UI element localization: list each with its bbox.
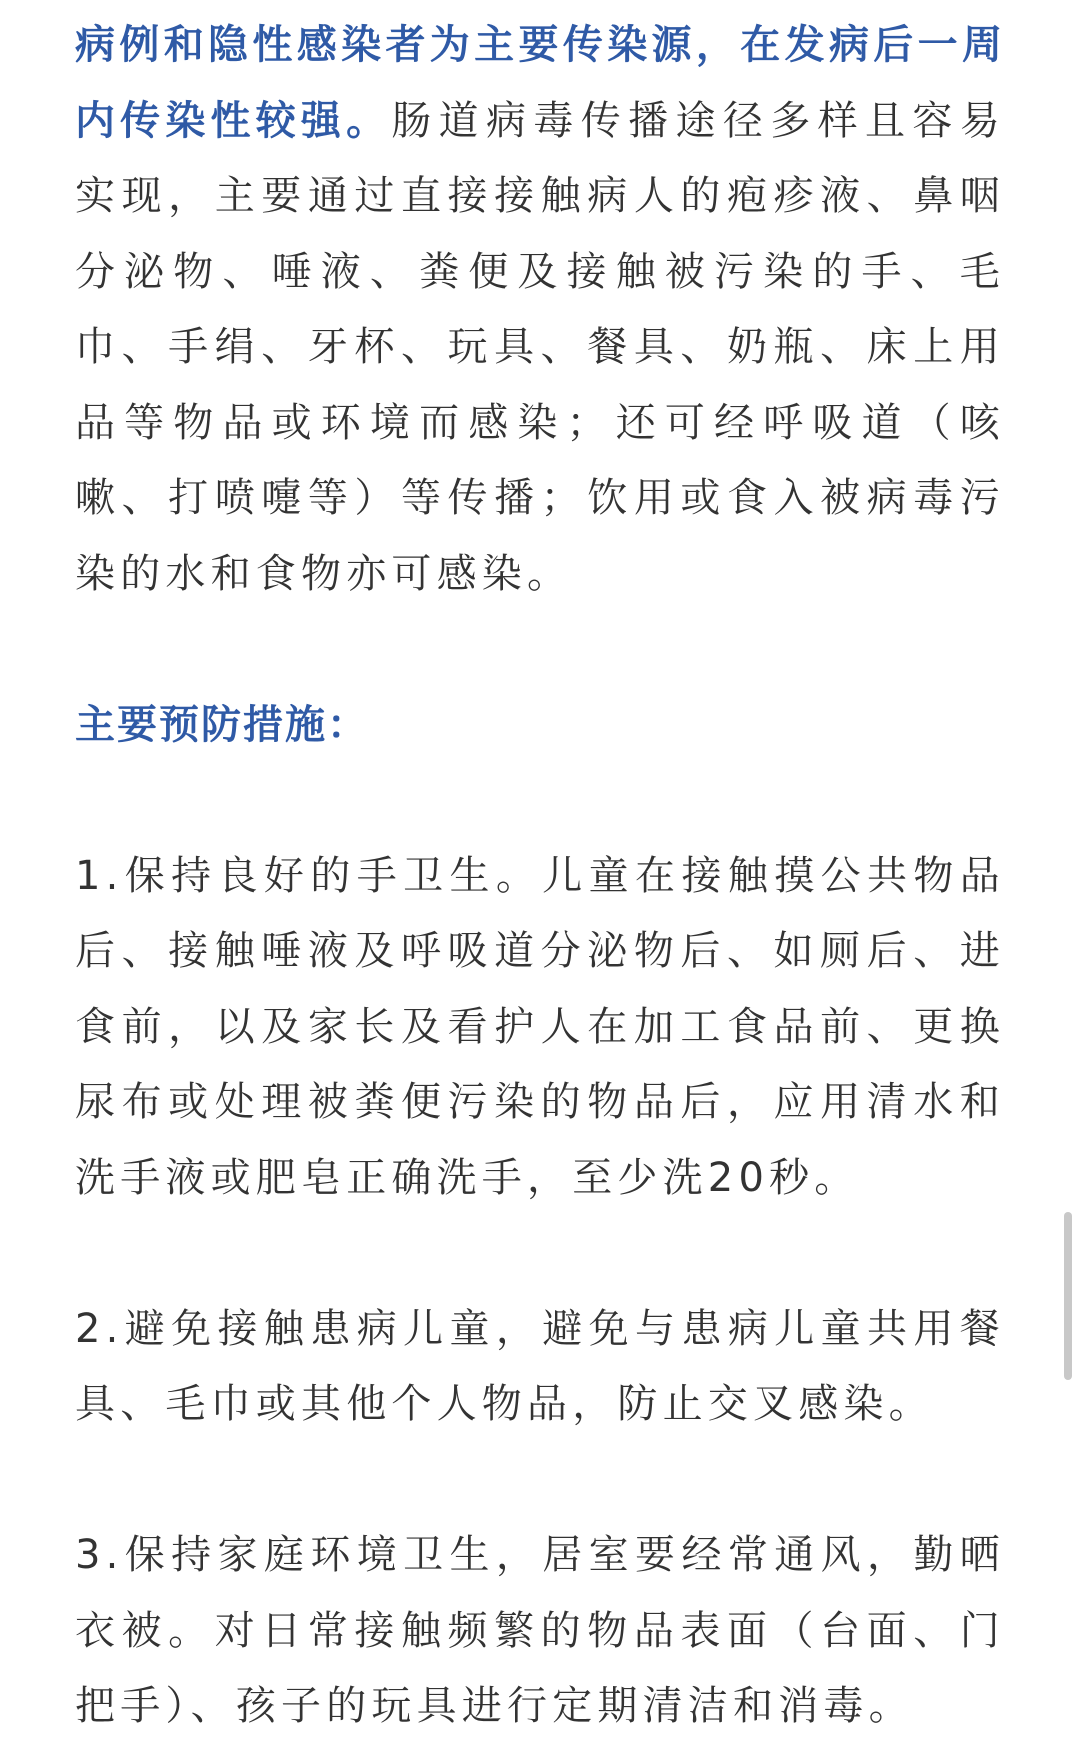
measure-item-2: 2.避免接触患病儿童，避免与患病儿童共用餐具、毛巾或其他个人物品，防止交叉感染。 bbox=[75, 1305, 1005, 1427]
measure-item-3: 3.保持家庭环境卫生，居室要经常通风，勤晒衣被。对日常接触频繁的物品表面（台面、门把手）、孩子的玩具进行定期清洁和消毒。 bbox=[75, 1532, 1005, 1729]
section-heading: 主要预防措施： bbox=[75, 701, 369, 748]
article-body bbox=[75, 8, 1005, 1745]
spacer bbox=[75, 763, 1005, 839]
intro-paragraph bbox=[75, 8, 1005, 612]
spacer bbox=[75, 1216, 1005, 1292]
spacer bbox=[75, 1443, 1005, 1519]
intro-text: 肠道病毒传播途径多样且容易实现，主要通过直接接触病人的疱疹液、鼻咽分泌物、唾液、粪便及接触被污染的手、毛巾、手绢、牙杯、玩具、餐具、奶瓶、床上用品等物品或环境而感染；还可经呼吸道（咳嗽、打喷嚏等）等传播；饮用或食入被病毒污染的水和食物亦可感染。 bbox=[75, 97, 1005, 597]
intro-highlight: 病例和隐性感染者为主要传染源，在发病后一周内传染性较强。 bbox=[75, 22, 1005, 144]
measure-item-1: 1.保持良好的手卫生。儿童在接触摸公共物品后、接触唾液及呼吸道分泌物后、如厕后、进食前，以及家长及看护人在加工食品前、更换尿布或处理被粪便污染的物品后，应用清水和洗手液或肥皂正确洗手，至少洗20秒。 bbox=[75, 852, 1005, 1201]
scrollbar-thumb[interactable] bbox=[1064, 1212, 1072, 1380]
spacer bbox=[75, 612, 1005, 688]
